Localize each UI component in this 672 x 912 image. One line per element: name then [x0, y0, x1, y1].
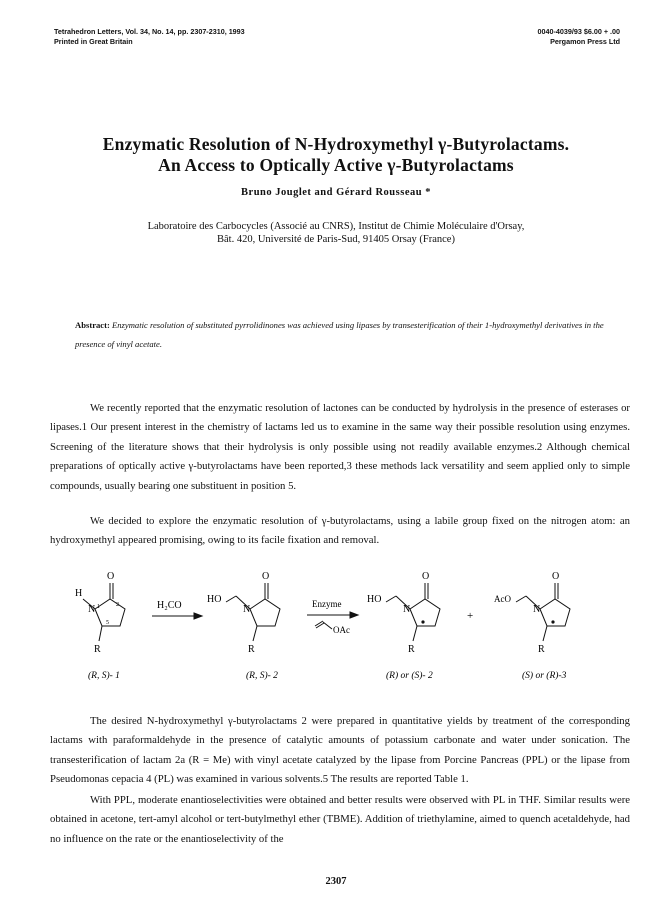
paragraph-results	[50, 791, 630, 849]
stereocenter-dot-2	[551, 620, 554, 623]
paragraph-approach	[50, 512, 630, 551]
atom-nitrogen-2: N	[243, 604, 251, 615]
atom-r-4: R	[538, 644, 545, 655]
atom-hydroxyl-3: HO	[367, 594, 382, 605]
atom-oxygen-2: O	[262, 571, 270, 582]
article-title	[40, 134, 632, 176]
publisher-header	[537, 27, 620, 47]
reagent-formaldehyde: H₂CO	[157, 600, 182, 611]
paragraph-preparation	[50, 712, 630, 790]
affiliation	[40, 220, 632, 246]
page-number: 2307	[325, 876, 347, 887]
stereocenter-dot-1	[421, 620, 424, 623]
authors: Bruno Jouglet and Gérard Rousseau *	[241, 187, 431, 198]
article-code: 0040-4039/93 $6.00 + .00	[537, 27, 620, 36]
structure-lactam-2-resolved	[386, 583, 440, 641]
journal-citation: Tetrahedron Letters, Vol. 34, No. 14, pp. 2307-2310, 1993	[54, 27, 245, 36]
atom-nitrogen-3: N	[403, 604, 411, 615]
journal-header	[54, 27, 245, 47]
atom-oxygen-3: O	[422, 571, 430, 582]
atom-r-2: R	[248, 644, 255, 655]
atom-oxygen-4: O	[552, 571, 560, 582]
atom-r-1: R	[94, 644, 101, 655]
atom-oxygen-1: O	[107, 571, 115, 582]
publisher-name: Pergamon Press Ltd	[550, 37, 620, 46]
locant-2: 2	[116, 602, 119, 608]
arrow-1	[152, 613, 202, 619]
abstract	[75, 316, 615, 354]
reaction-scheme	[50, 566, 630, 686]
affiliation-line-1: Laboratoire des Carbocycles (Associé au CNRS), Institut de Chimie Moléculaire d'Orsay,	[147, 221, 525, 232]
atom-nitrogen-1: N	[88, 604, 96, 615]
atom-hydroxyl-2: HO	[207, 594, 222, 605]
printed-in: Printed in Great Britain	[54, 37, 133, 46]
reagent-acetate: OAc	[333, 625, 350, 635]
paragraph-intro	[50, 399, 630, 496]
arrow-2	[307, 612, 358, 618]
atom-nitrogen-4: N	[533, 604, 541, 615]
affiliation-line-2: Bât. 420, Université de Paris-Sud, 91405 Orsay (France)	[217, 234, 455, 245]
compound-label-2: (R, S)- 2	[246, 671, 278, 681]
reagent-enzyme: Enzyme	[312, 599, 342, 609]
paragraph-preparation-text: The desired N-hydroxymethyl γ-butyrolactams 2 were prepared in quantitative yields by treatment of the corresponding lactams with paraformaldehyde in the presence of catalytic amounts of potassium carbonate and water under sonication. The transesterification of lactam 2a (R = Me) with vinyl acetate catalyzed by the lipase from Porcine Pancreas (PPL) or the lipase from Pseudomonas cepacia 4 (PL) was examined in various solvents.5 The results are reported Table 1.	[50, 715, 630, 786]
title-line-1: Enzymatic Resolution of N-Hydroxymethyl γ-Butyrolactams.	[102, 134, 570, 154]
title-line-2: An Access to Optically Active γ-Butyrolactams	[158, 155, 514, 175]
structure-acetate-3	[516, 583, 570, 641]
compound-label-1: (R, S)- 1	[88, 671, 120, 681]
compound-label-3: (R) or (S)- 2	[386, 671, 433, 681]
paragraph-approach-text: We decided to explore the enzymatic resolution of γ-butyrolactams, using a labile group fixed on the nitrogen atom: an hydroxymethyl appeared promising, owing to its facile fixation and removal.	[50, 515, 630, 547]
paragraph-results-text: With PPL, moderate enantioselectivities were obtained and better results were observed with PL in THF. Similar results were obtained in acetone, tert-amyl alcohol or tert-butylmethyl ether (TBME). Addition of triethylamine, aimed to quench acetaldehyde, had no influence on the rate or the enantioselectivity of the	[50, 794, 630, 845]
vinyl-acetate-icon	[315, 621, 332, 629]
atom-r-3: R	[408, 644, 415, 655]
plus-sign: +	[467, 610, 474, 622]
locant-5: 5	[106, 620, 109, 626]
atom-hydrogen-1: H	[75, 588, 83, 599]
locant-1: 1	[97, 604, 100, 610]
paragraph-intro-text: We recently reported that the enzymatic resolution of lactones can be conducted by hydrolysis in the presence of esterases or lipases.1 Our present interest in the chemistry of lactams led us to examine in the same way their possible resolution using enzymes. Screening of the literature shows that their hydrolysis is only possible using not readily available enzymes.2 Although chemical preparations of optically active γ-butyrolactams have been reported,3 these methods lack versatility and seem applied only to simple compounds, usually bearing one substituent in position 5.	[50, 402, 630, 492]
structure-lactam-2	[226, 583, 280, 641]
atom-acetoxy-4: AcO	[494, 594, 511, 604]
abstract-label: Abstract:	[75, 320, 110, 330]
compound-label-4: (S) or (R)-3	[522, 671, 567, 681]
abstract-text: Enzymatic resolution of substituted pyrrolidinones was achieved using lipases by transesterification of their 1-hydroxymethyl derivatives in the presence of vinyl acetate.	[75, 320, 604, 349]
